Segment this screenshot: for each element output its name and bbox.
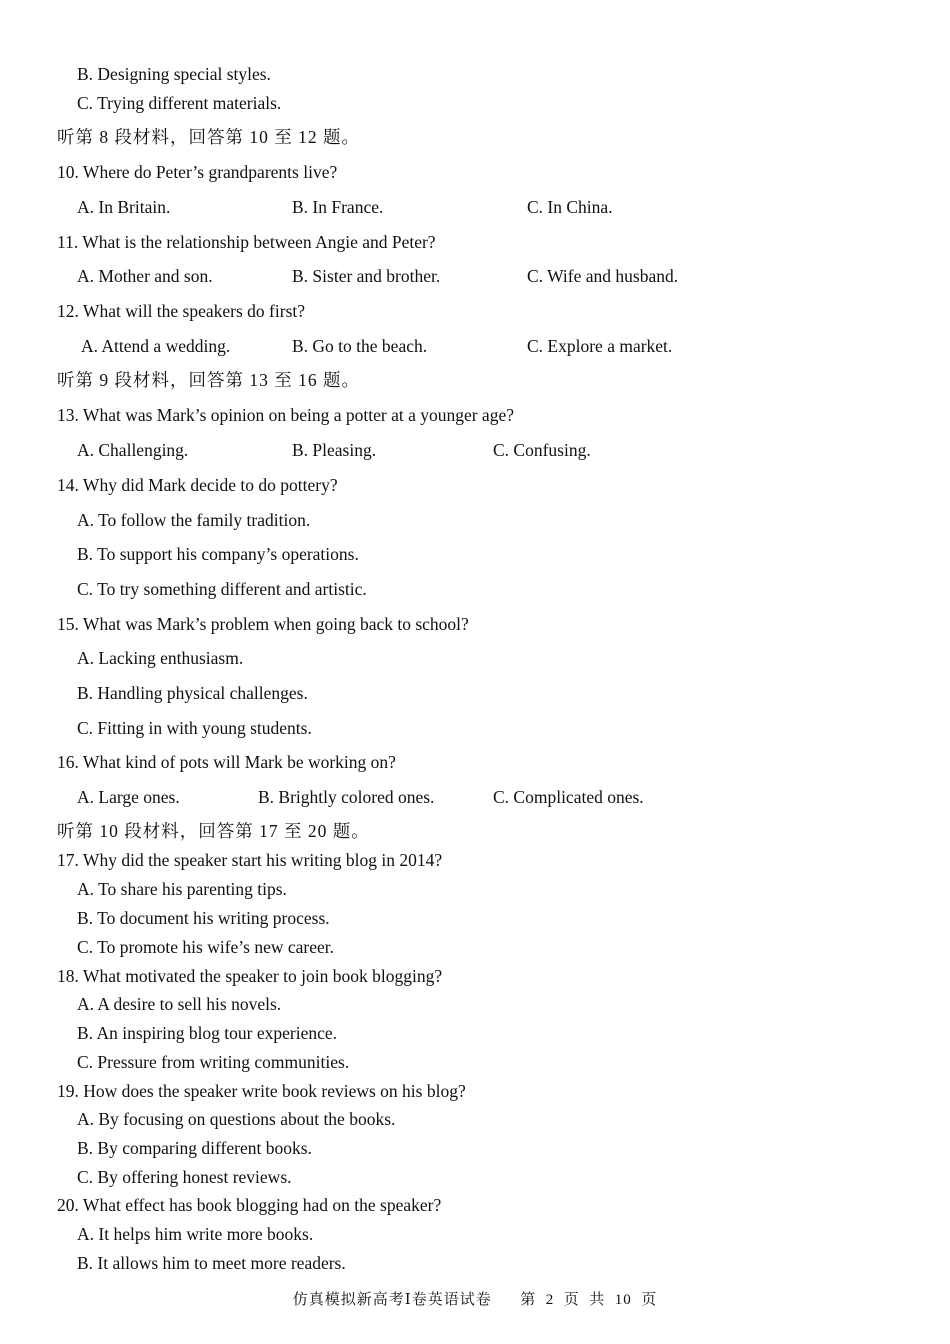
q11-option-b: B. Sister and brother. — [292, 266, 441, 286]
q17-option-a: A. To share his parenting tips. — [77, 879, 287, 899]
q15-option-b: B. Handling physical challenges. — [77, 683, 308, 703]
q10-option-b: B. In France. — [292, 197, 384, 217]
section-9-header: 听第 9 段材料，回答第 13 至 16 题。 — [57, 370, 360, 390]
q20-option-a: A. It helps him write more books. — [77, 1224, 314, 1244]
q17-option-c: C. To promote his wife’s new career. — [77, 937, 334, 957]
q18-option-c: C. Pressure from writing communities. — [77, 1052, 350, 1072]
question-16: 16. What kind of pots will Mark be working on? — [57, 752, 396, 772]
question-15: 15. What was Mark’s problem when going back to school? — [57, 614, 469, 634]
question-17: 17. Why did the speaker start his writing blog in 2014? — [57, 850, 443, 870]
section-10-header: 听第 10 段材料，回答第 17 至 20 题。 — [57, 821, 370, 841]
option-c-prev: C. Trying different materials. — [77, 93, 282, 113]
option-b-prev: B. Designing special styles. — [77, 64, 271, 84]
q20-option-b: B. It allows him to meet more readers. — [77, 1253, 346, 1273]
q16-option-c: C. Complicated ones. — [493, 787, 644, 807]
q13-option-c: C. Confusing. — [493, 440, 591, 460]
question-12: 12. What will the speakers do first? — [57, 301, 306, 321]
question-20: 20. What effect has book blogging had on the speaker? — [57, 1195, 442, 1215]
q16-option-a: A. Large ones. — [77, 787, 180, 807]
q12-option-c: C. Explore a market. — [527, 336, 673, 356]
q11-option-c: C. Wife and husband. — [527, 266, 679, 286]
q14-option-a: A. To follow the family tradition. — [77, 510, 311, 530]
q11-option-a: A. Mother and son. — [77, 266, 213, 286]
question-10: 10. Where do Peter’s grandparents live? — [57, 162, 338, 182]
q14-option-b: B. To support his company’s operations. — [77, 544, 359, 564]
q13-option-a: A. Challenging. — [77, 440, 189, 460]
question-14: 14. Why did Mark decide to do pottery? — [57, 475, 338, 495]
q12-option-a: A. Attend a wedding. — [81, 336, 231, 356]
page-footer — [0, 1290, 950, 1310]
q14-option-c: C. To try something different and artistic. — [77, 579, 367, 599]
q10-option-a: A. In Britain. — [77, 197, 171, 217]
q19-option-c: C. By offering honest reviews. — [77, 1167, 292, 1187]
question-13: 13. What was Mark’s opinion on being a potter at a younger age? — [57, 405, 514, 425]
q10-option-c: C. In China. — [527, 197, 613, 217]
question-19: 19. How does the speaker write book reviews on his blog? — [57, 1081, 466, 1101]
page-number: 第 2 页 共 10 页 — [520, 1292, 658, 1308]
q19-option-a: A. By focusing on questions about the books. — [77, 1109, 396, 1129]
q13-option-b: B. Pleasing. — [292, 440, 377, 460]
q16-option-b: B. Brightly colored ones. — [258, 787, 435, 807]
q19-option-b: B. By comparing different books. — [77, 1138, 312, 1158]
q18-option-b: B. An inspiring blog tour experience. — [77, 1023, 338, 1043]
q12-option-b: B. Go to the beach. — [292, 336, 428, 356]
q17-option-b: B. To document his writing process. — [77, 908, 330, 928]
q15-option-c: C. Fitting in with young students. — [77, 718, 312, 738]
q15-option-a: A. Lacking enthusiasm. — [77, 648, 244, 668]
question-18: 18. What motivated the speaker to join book blogging? — [57, 966, 443, 986]
exam-title: 仿真模拟新高考Ⅰ卷英语试卷 — [292, 1292, 492, 1308]
section-8-header: 听第 8 段材料，回答第 10 至 12 题。 — [57, 127, 360, 147]
question-11: 11. What is the relationship between Angie and Peter? — [57, 232, 436, 252]
q18-option-a: A. A desire to sell his novels. — [77, 994, 282, 1014]
